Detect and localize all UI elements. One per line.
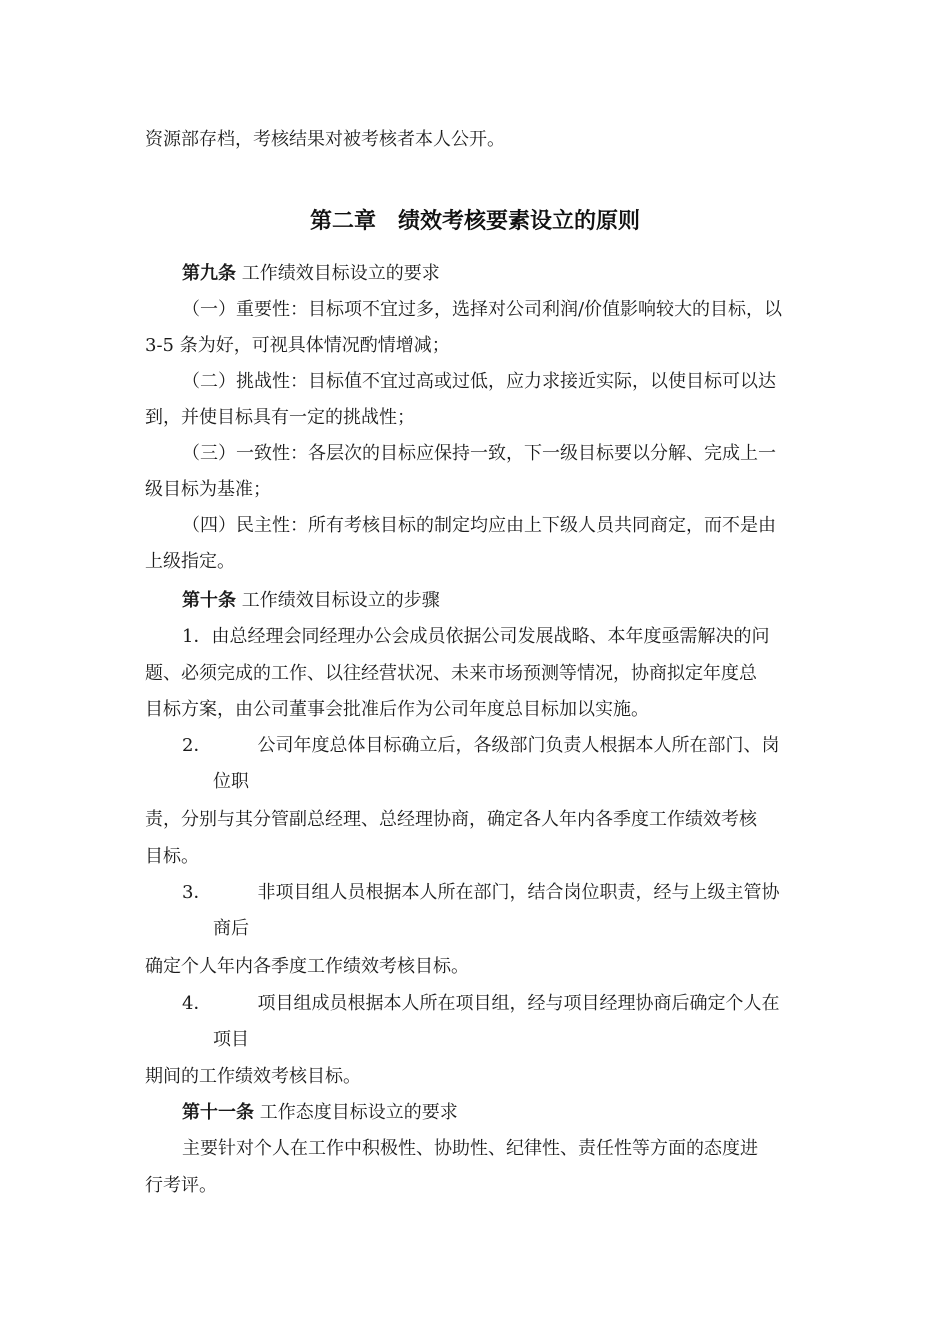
previous-paragraph-tail: 资源部存档，考核结果对被考核者本人公开。	[145, 129, 505, 150]
chapter-title: 绩效考核要素设立的原则	[398, 209, 641, 234]
article-11-line-2: 行考评。	[145, 1175, 217, 1196]
step-4-line-3: 期间的工作绩效考核目标。	[145, 1066, 361, 1087]
article-10-title: 工作绩效目标设立的步骤	[241, 590, 440, 611]
step-3-line-1	[182, 881, 779, 905]
chapter-heading	[0, 208, 950, 236]
step-4-number: 4．	[182, 993, 212, 1014]
article-9-item-1-line-2: 3-5 条为好，可视具体情况酌情增减；	[145, 335, 450, 356]
step-3-text: 非项目组人员根据本人所在部门，结合岗位职责，经与上级主管协	[257, 882, 780, 903]
article-9-item-2-line-2: 到，并使目标具有一定的挑战性；	[145, 407, 415, 428]
step-1-line-3: 目标方案，由公司董事会批准后作为公司年度总目标加以实施。	[145, 699, 649, 720]
step-2-line-3: 责，分别与其分管副总经理、总经理协商，确定各人年内各季度工作绩效考核	[145, 809, 757, 830]
step-3-number: 3．	[182, 882, 212, 903]
step-4-line-2: 项目	[213, 1029, 249, 1050]
step-1-line-1: 1．由总经理会同经理办公会成员依据公司发展战略、本年度亟需解决的问	[182, 626, 770, 647]
chapter-label: 第二章	[309, 209, 376, 234]
step-3-line-3: 确定个人年内各季度工作绩效考核目标。	[145, 956, 469, 977]
step-4-text: 项目组成员根据本人所在项目组，经与项目经理协商后确定个人在	[257, 993, 780, 1014]
article-11-label: 第十一条	[182, 1102, 254, 1123]
step-2-line-1	[182, 734, 779, 758]
article-11-line-1: 主要针对个人在工作中积极性、协助性、纪律性、责任性等方面的态度进	[182, 1138, 758, 1159]
article-9-item-3-line-1: （三）一致性：各层次的目标应保持一致，下一级目标要以分解、完成上一	[182, 443, 776, 464]
article-11-heading	[182, 1101, 458, 1125]
article-10-heading	[182, 589, 440, 613]
article-9-item-4-line-1: （四）民主性：所有考核目标的制定均应由上下级人员共同商定，而不是由	[182, 515, 776, 536]
step-2-line-2: 位职	[213, 771, 249, 792]
article-9-heading	[182, 262, 440, 286]
article-9-item-2-line-1: （二）挑战性：目标值不宜过高或过低，应力求接近实际，以使目标可以达	[182, 371, 776, 392]
step-2-text: 公司年度总体目标确立后，各级部门负责人根据本人所在部门、岗	[257, 735, 780, 756]
article-10-label: 第十条	[182, 590, 236, 611]
step-1-line-2: 题、必须完成的工作、以往经营状况、未来市场预测等情况，协商拟定年度总	[145, 663, 757, 684]
article-9-item-4-line-2: 上级指定。	[145, 551, 235, 572]
step-2-line-4: 目标。	[145, 846, 199, 867]
step-2-number: 2．	[182, 735, 212, 756]
article-11-title: 工作态度目标设立的要求	[259, 1102, 458, 1123]
article-9-label: 第九条	[182, 263, 236, 284]
step-3-line-2: 商后	[213, 918, 249, 939]
article-9-item-1-line-1: （一）重要性：目标项不宜过多，选择对公司利润/价值影响较大的目标，以	[182, 299, 783, 320]
article-9-title: 工作绩效目标设立的要求	[241, 263, 440, 284]
article-9-item-3-line-2: 级目标为基准；	[145, 479, 271, 500]
step-4-line-1	[182, 992, 779, 1016]
